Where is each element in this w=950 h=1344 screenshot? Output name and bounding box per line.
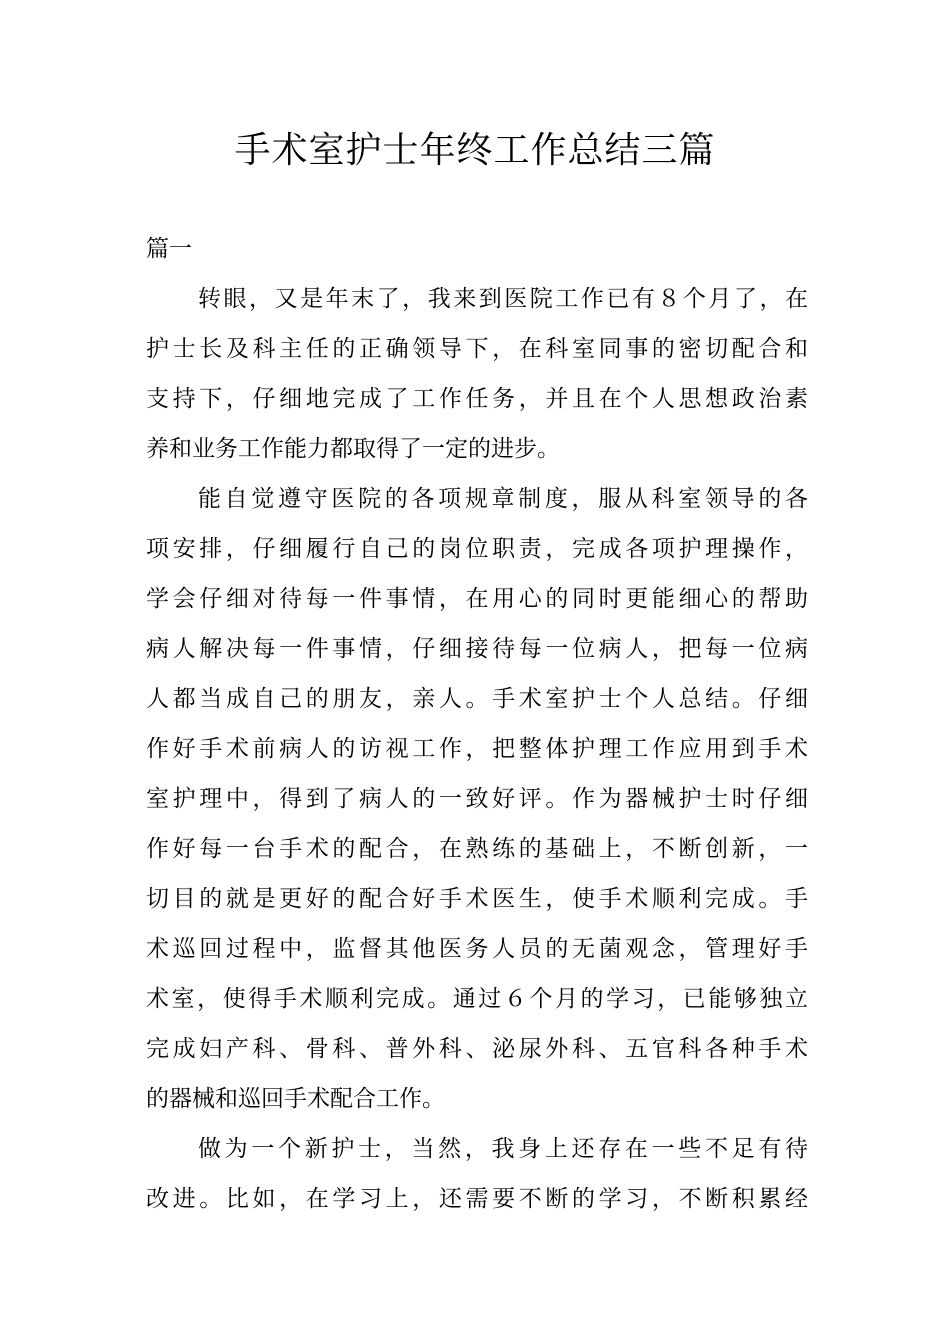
paragraph-line: 作好手术前病人的访视工作，把整体护理工作应用到手术 [146,736,808,762]
paragraph-line: 做为一个新护士，当然，我身上还存在一些不足有待 [198,1136,808,1162]
paragraph-line: 转眼，又是年末了，我来到医院工作已有８个月了，在 [198,286,808,312]
paragraph-line: 能自觉遵守医院的各项规章制度，服从科室领导的各 [198,486,808,512]
paragraph-line: 养和业务工作能力都取得了一定的进步。 [146,436,560,462]
document-body [146,224,808,1224]
paragraph-line: 的器械和巡回手术配合工作。 [146,1086,445,1112]
paragraph-1 [146,274,808,474]
paragraph-line: 学会仔细对待每一件事情，在用心的同时更能细心的帮助 [146,586,808,612]
section-label: 篇一 [146,236,192,262]
paragraph-line: 术巡回过程中，监督其他医务人员的无菌观念，管理好手 [146,936,808,962]
paragraph-line: 护士长及科主任的正确领导下，在科室同事的密切配合和 [146,336,808,362]
paragraph-2 [146,474,808,1124]
paragraph-line: 改进。比如，在学习上，还需要不断的学习，不断积累经 [146,1186,808,1212]
paragraph-3 [146,1124,808,1224]
paragraph-line: 完成妇产科、骨科、普外科、泌尿外科、五官科各种手术 [146,1036,808,1062]
document-title: 手术室护士年终工作总结三篇 [234,130,716,171]
paragraph-line: 人都当成自己的朋友，亲人。手术室护士个人总结。仔细 [146,686,808,712]
paragraph-line: 作好每一台手术的配合，在熟练的基础上，不断创新，一 [146,836,808,862]
paragraph-line: 项安排，仔细履行自己的岗位职责，完成各项护理操作， [146,536,808,562]
paragraph-line: 支持下，仔细地完成了工作任务，并且在个人思想政治素 [146,386,808,412]
paragraph-line: 术室，使得手术顺利完成。通过６个月的学习，已能够独立 [146,986,808,1012]
paragraph-line: 室护理中，得到了病人的一致好评。作为器械护士时仔细 [146,786,808,812]
paragraph-line: 切目的就是更好的配合好手术医生，使手术顺利完成。手 [146,886,808,912]
paragraph-line: 病人解决每一件事情，仔细接待每一位病人，把每一位病 [146,636,808,662]
